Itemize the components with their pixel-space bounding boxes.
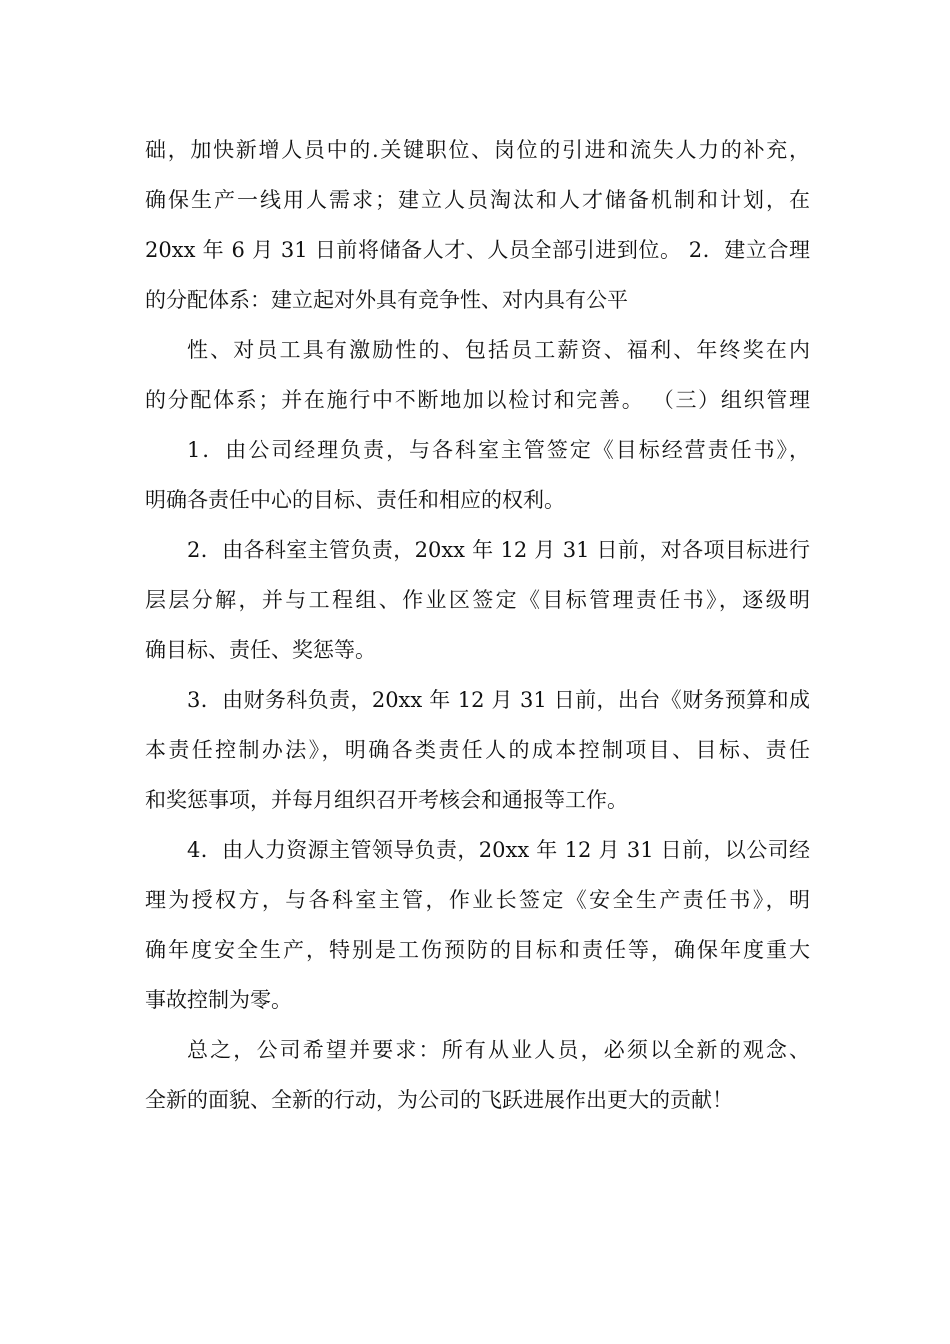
text-line: 明确各责任中心的目标、责任和相应的权利。 xyxy=(145,488,565,512)
text-line: 1．由公司经理负责，与各科室主管签定《目标经营责任书》， xyxy=(187,438,810,462)
text-line: 全新的面貌、全新的行动，为公司的飞跃进展作出更大的贡献！ xyxy=(145,1088,733,1112)
text-line: 20xx 年 6 月 31 日前将储备人才、人员全部引进到位。 2．建立合理 xyxy=(145,238,810,262)
text-line: 3．由财务科负责，20xx 年 12 月 31 日前，出台《财务预算和成 xyxy=(187,688,810,712)
text-line: 和奖惩事项，并每月组织召开考核会和通报等工作。 xyxy=(145,788,628,812)
text-line: 础，加快新增人员中的.关键职位、岗位的引进和流失人力的补充， xyxy=(145,138,810,162)
text-line: 性、对员工具有激励性的、包括员工薪资、福利、年终奖在内 xyxy=(187,338,810,362)
text-line: 理为授权方，与各科室主管，作业长签定《安全生产责任书》，明 xyxy=(145,888,810,912)
text-line: 确目标、责任、奖惩等。 xyxy=(145,638,376,662)
text-line: 2．由各科室主管负责，20xx 年 12 月 31 日前，对各项目标进行 xyxy=(187,538,810,562)
text-line: 确保生产一线用人需求；建立人员淘汰和人才储备机制和计划，在 xyxy=(145,188,810,212)
text-line: 4．由人力资源主管领导负责，20xx 年 12 月 31 日前，以公司经 xyxy=(187,838,810,862)
text-line: 层层分解，并与工程组、作业区签定《目标管理责任书》，逐级明 xyxy=(145,588,810,612)
text-line: 事故控制为零。 xyxy=(145,988,292,1012)
text-line: 的分配体系：建立起对外具有竞争性、对内具有公平 xyxy=(145,288,628,312)
text-line: 总之，公司希望并要求：所有从业人员，必须以全新的观念、 xyxy=(187,1038,810,1062)
text-line: 确年度安全生产，特别是工伤预防的目标和责任等，确保年度重大 xyxy=(145,938,810,962)
text-line: 的分配体系；并在施行中不断地加以检讨和完善。 （三）组织管理 xyxy=(145,388,810,412)
text-line: 本责任控制办法》，明确各类责任人的成本控制项目、目标、责任 xyxy=(145,738,810,762)
